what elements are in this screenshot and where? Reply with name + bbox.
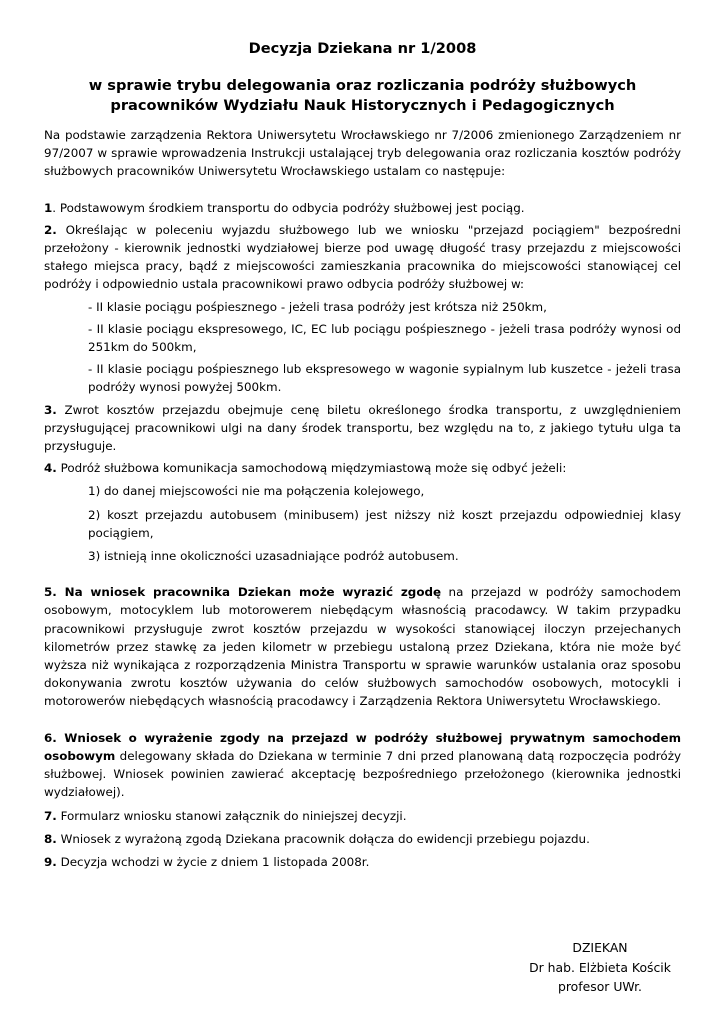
paragraph-6-text: delegowany składa do Dziekana w terminie 7 dni przed planowaną datą rozpoczęcia podróży służbowej. Wniosek powinien zawierać akceptację bezpośredniego przełożonego (kierownika jednostki wydziałowej). [44, 748, 681, 800]
document-subtitle [40, 76, 685, 116]
paragraph-6-bold: 6. Wniosek o wyrażenie zgody na przejazd w podróży służbowej prywatnym samochodem osobowym [44, 730, 681, 763]
subtitle-line-2: pracowników Wydziału Nauk Historycznych i Pedagogicznych [110, 97, 615, 114]
paragraph-2-sub-1: - II klasie pociągu pośpiesznego - jeżeli trasa podróży jest krótsza niż 250km, [88, 299, 547, 314]
paragraph-4 [44, 459, 681, 477]
signature-block [510, 938, 690, 997]
paragraph-9-number: 9. [44, 854, 57, 869]
paragraph-1-number: 1 [44, 200, 53, 215]
signature-title: profesor UWr. [558, 979, 642, 994]
paragraph-9-text: Decyzja wchodzi w życie z dniem 1 listopada 2008r. [56, 854, 370, 869]
paragraph-7-text: Formularz wniosku stanowi załącznik do niniejszej decyzji. [56, 808, 407, 823]
paragraph-2-number: 2. [44, 222, 57, 237]
document-body [44, 126, 681, 871]
paragraph-2-text: Określając w poleceniu wyjazdu służbowego lub we wniosku "przejazd pociągiem" bezpośredni przełożony - kierownik jednostki wydziałowej bierze pod uwagę długość trasy przejazdu z miejscowości stałego miejsca pracy, bądź z miejscowości zamieszkania pracownika do miejscowości stanowiącej cel podróży i odpowiednio ustala pracownikowi prawo odbycia podróży służbowej w: [44, 222, 681, 292]
paragraph-3-text: Zwrot kosztów przejazdu obejmuje cenę biletu określonego środka transportu, z uwzględnieniem przysługującej pracownikowi ulgi na dany środek transportu, bez względu na to, z jakiego tytułu ulga ta przysługuje. [44, 402, 681, 454]
paragraph-5-text: na przejazd w podróży samochodem osobowym, motocyklem lub motorowerem niebędącym własnością pracodawcy. W takim przypadku pracownikowi przysługuje zwrot kosztów przejazdu w wysokości stanowiącej iloczyn przejechanych kilometrów przez stawkę za jeden kilometr w przebiegu ustaloną przez Dziekana, która nie może być wyższa niż wynikająca z rozporządzenia Ministra Transportu w sprawie warunków ustalania oraz sposobu dokonywania zwrotu kosztów używania do celów służbowych samochodów osobowych, motocykli i motorowerów niebędących własnością pracodawcy i Zarządzenia Rektora Uniwersytetu Wrocławskiego. [44, 585, 681, 709]
paragraph-6 [44, 729, 681, 802]
paragraph-3 [44, 401, 681, 456]
paragraph-3-number: 3. [44, 402, 57, 417]
signature-name: Dr hab. Elżbieta Kościk [529, 959, 671, 975]
paragraph-1 [44, 199, 681, 217]
signature-role: DZIEKAN [572, 940, 628, 955]
paragraph-7-number: 7. [44, 808, 57, 823]
paragraph-5-bold: 5. Na wniosek pracownika Dziekan może wyrazić zgodę [44, 585, 442, 600]
paragraph-4-sub-3: 3) istnieją inne okoliczności uzasadniające podróż autobusem. [88, 549, 459, 564]
paragraph-4-number: 4. [44, 461, 57, 476]
paragraph-5 [44, 583, 681, 710]
paragraph-4-sub-2: 2) koszt przejazdu autobusem (minibusem) jest niższy niż koszt przejazdu odpowiedniej klasy pociągiem, [88, 507, 681, 540]
paragraph-2-sub-2: - II klasie pociągu ekspresowego, IC, EC lub pociągu pośpiesznego - jeżeli trasa podróży wynosi od 251km do 500km, [88, 321, 681, 355]
paragraph-9 [44, 853, 681, 871]
paragraph-4-text: Podróż służbowa komunikacja samochodową międzymiastową może się odbyć jeżeli: [56, 461, 567, 476]
subtitle-line-1: w sprawie trybu delegowania oraz rozliczania podróży służbowych [88, 77, 637, 94]
paragraph-7 [44, 807, 681, 825]
paragraph-1-text: . Podstawowym środkiem transportu do odbycia podróży służbowej jest pociąg. [52, 200, 525, 215]
paragraph-8-number: 8. [44, 831, 57, 846]
paragraph-2 [44, 221, 681, 294]
document-title: Decyzja Dziekana nr 1/2008 [248, 40, 477, 57]
paragraph-8 [44, 830, 681, 848]
paragraph-8-text: Wniosek z wyrażoną zgodą Dziekana pracownik dołącza do ewidencji przebiegu pojazdu. [56, 831, 590, 846]
paragraph-4-sub-1: 1) do danej miejscowości nie ma połączenia kolejowego, [88, 484, 425, 499]
intro-paragraph: Na podstawie zarządzenia Rektora Uniwersytetu Wrocławskiego nr 7/2006 zmienionego Zarządzeniem nr 97/2007 w sprawie wprowadzenia Instrukcji ustalającej tryb delegowania oraz rozliczania kosztów podróży służbowych pracowników Uniwersytetu Wrocławskiego ustalam co następuje: [44, 128, 681, 179]
paragraph-2-sub-3: - II klasie pociągu pośpiesznego lub ekspresowego w wagonie sypialnym lub kuszetce - jeżeli trasa podróży wynosi powyżej 500km. [88, 362, 681, 395]
